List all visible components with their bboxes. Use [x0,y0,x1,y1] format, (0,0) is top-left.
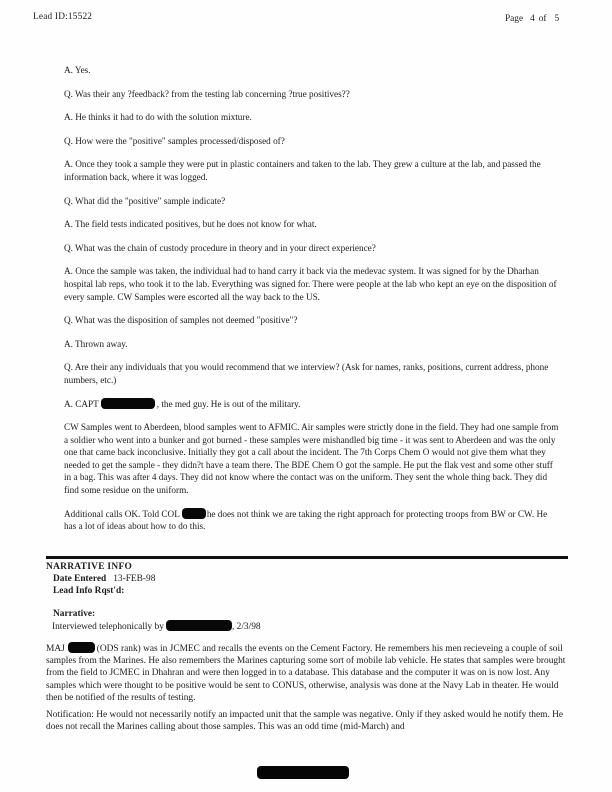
section-divider [46,556,568,559]
narrative-section [46,556,568,733]
date-entered-row [46,573,568,585]
redaction-bar-bottom [257,766,349,779]
qa-line: Q. How were the "positive" samples processed/disposed of? [64,135,285,146]
interviewed-post: , 2/3/98 [231,622,261,633]
interviewed-line [46,620,568,633]
qa-line-pre: Additional calls OK. Told COL [64,508,180,519]
page-total-value: 5 [554,14,560,24]
redaction-bar-col-name [182,508,206,519]
qa-line: A. The field tests indicated positives, but he does not know for what. [64,219,317,230]
spacer [46,598,568,608]
qa-line: A. Yes. [64,65,91,75]
narrative-label: Narrative: [53,608,96,619]
maj-paragraph [46,642,568,705]
maj-post: (ODS rank) was in JCMEC and recalls the events on the Cement Factory. He remembers his men recieveing a couple of soil samples from the Marines. He also remembers the Marines capturing some sort of mobile lab vehicle. He states that samples were brought from the field to JCMEC in Dhahran and were then logged in to a database. This database and the computer it was on is now lost. Any samples which were thought to be positive would be sent to CONUS, otherwise, analysis was done at the Navy Lab in theater. He would then be notified of the results of testing. [46,643,566,704]
qa-line: Q. Are their any individuals that you would recommend that we interview? (Ask for names, ranks, positions, current address, phone numbers, etc.) [64,362,549,385]
lead-info-label: Lead Info Rqst'd: [53,586,125,597]
qa-line-redacted [64,508,561,533]
interviewed-pre: Interviewed telephonically by [52,622,164,633]
spacer [46,634,568,642]
qa-line: CW Samples went to Aberdeen, blood samples went to AFMIC. Air samples were strictly done in the field. They had one sample from a soldier who went into a bunker and got burned - these samples were mishandled big time - it was sent to Aberdeen and was the only one that came back inconclusive. Initially they got a call about the incident. The 7th Corps Chem O would not give them what they needed to get the sample - they didn?t have a team there. The BDE Chem O got the sample. He put the flak vest and some other stuff in a bag. This was after 4 days. They did not know where the contact was on the uniform. They sent the whole thing back. They did find some residue on the uniform. [64,422,559,496]
date-entered-value: 13-FEB-98 [113,573,156,584]
redaction-bar-interviewer-name [166,620,232,631]
qa-line: A. Once the sample was taken, the individual had to hand carry it back via the medevac system. It was signed for by the Dharhan hospital lab reps, who took it to the lab. Everything was signed for. There were people at the lab who kept an eye on the disposition of every sample. CW Samples were escorted all the way back to the US. [64,266,557,302]
maj-pre: MAJ [46,643,65,654]
qa-line-post: he does not think we are taking the right approach for protecting troops from BW or CW. He has a lot of ideas about how to do this. [64,508,548,532]
qa-line: A. Once they took a sample they were put in plastic containers and taken to the lab. They grew a culture at the lab, and passed the information back, where it was logged. [64,159,541,182]
qa-line: Q. What was the disposition of samples not deemed "positive"? [64,315,298,326]
qa-transcript [64,64,561,544]
qa-line-redacted [64,398,561,411]
narrative-info-title: NARRATIVE INFO [46,561,133,572]
qa-line: A. Thrown away. [64,338,128,349]
of-word: of [538,14,547,24]
page-number [505,14,559,24]
date-entered-label: Date Entered [53,573,107,584]
redaction-bar-maj-name [68,642,95,653]
qa-line-post: , the med guy. He is out of the military. [156,398,301,409]
page-num-value: 4 [530,14,535,24]
redaction-bar-capt-name [101,398,155,409]
qa-line: Q. What did the "positive" sample indicate? [64,195,226,206]
page-word: Page [505,14,524,24]
qa-line: A. He thinks it had to do with the solution mixture. [64,112,252,123]
qa-line: Q. Was their any ?feedback? from the testing lab concerning ?true positives?? [64,88,350,99]
qa-line: Q. What was the chain of custody procedure in theory and in your direct experience? [64,242,376,253]
lead-id: Lead ID:15522 [33,12,93,22]
notification-paragraph: Notification: He would not necessarily notify an impacted unit that the sample was negative. Only if they asked would he notify them. He does not recall the Marines calling about those samples. This was an odd time (mid-March) and [46,709,564,732]
qa-line-pre: A. CAPT [64,398,99,409]
